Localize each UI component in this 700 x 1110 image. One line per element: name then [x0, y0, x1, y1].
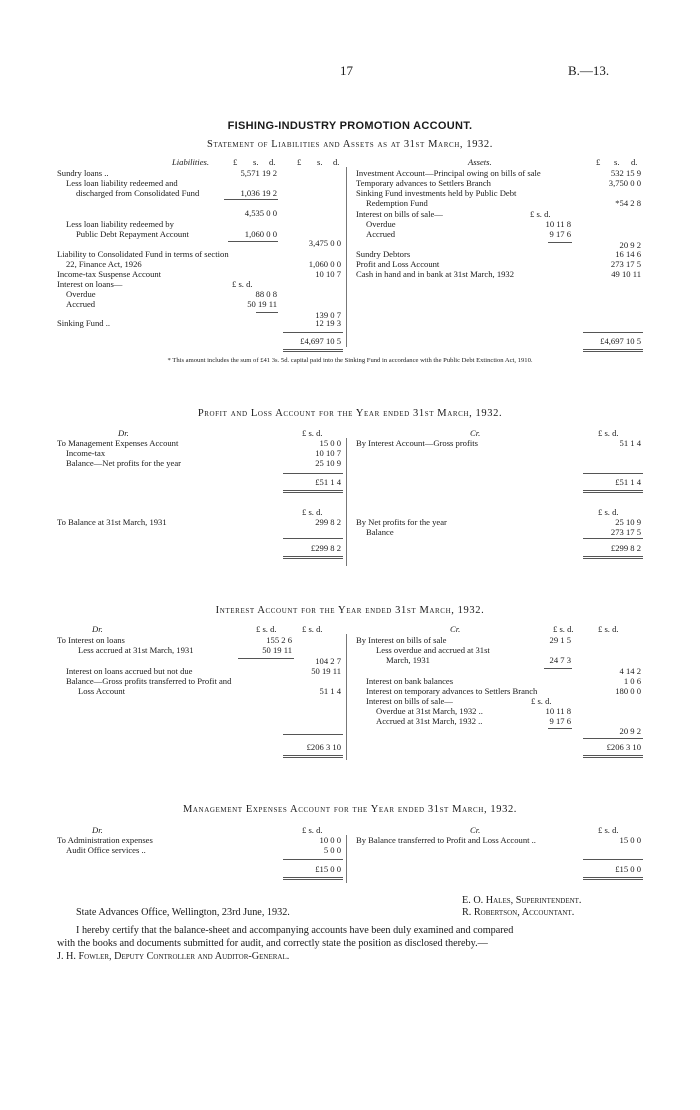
- liab-col-shillings-2: s.: [317, 157, 323, 167]
- pl-divider: [346, 438, 347, 566]
- rule: [583, 738, 643, 739]
- rule: [548, 242, 572, 243]
- page-number: 17: [340, 63, 353, 78]
- consolidated-fund-label-2: 22, Finance Act, 1926: [66, 259, 142, 269]
- income-tax-suspense-amount: 10 10 7: [315, 269, 341, 279]
- document-reference: B.—13.: [568, 63, 610, 78]
- pl-dr-label: Dr.: [118, 428, 129, 438]
- pl-dr-total: £51 1 4: [315, 477, 341, 487]
- pl-dr-item-2: Income-tax: [66, 448, 106, 458]
- asset-col-pounds: £: [596, 157, 601, 167]
- int-cr-bank-label: Interest on bank balances: [366, 676, 454, 686]
- liab-col-shillings: s.: [253, 157, 259, 167]
- rule: [283, 734, 343, 735]
- less-repayment-label-2: Public Debt Repayment Account: [76, 229, 189, 239]
- balance-sheet-footnote: * This amount includes the sum of £41 3s. 5d. capital paid into the Sinking Fund in accordance with the Public Debt Extinction Act, 1910.: [167, 357, 533, 364]
- int-dr-cols-2: £ s. d.: [302, 624, 323, 634]
- rule: [283, 877, 343, 878]
- interest-on-loans-label: Interest on loans—: [57, 279, 123, 289]
- liab-col-pence: d.: [269, 157, 276, 167]
- balance-sheet-subtitle: Statement of Liabilities and Assets as at 31st March, 1932.: [207, 139, 493, 150]
- interest-divider: [346, 634, 347, 760]
- int-cr-less-amount: 24 7 3: [549, 655, 571, 665]
- interest-total: 139 0 7: [315, 310, 341, 320]
- mgmt-dr-item-1: To Administration expenses: [57, 835, 153, 845]
- mgmt-dr-total: £15 0 0: [315, 864, 341, 874]
- rule: [583, 859, 643, 860]
- sundry-loans-label: Sundry loans ..: [57, 168, 109, 178]
- int-cr-label: Cr.: [450, 624, 461, 634]
- interest-subtitle: Interest Account for the Year ended 31st March, 1932.: [215, 605, 485, 616]
- rule: [548, 728, 572, 729]
- rule: [283, 859, 343, 860]
- int-cr-accrued-label: Accrued at 31st March, 1932 ..: [376, 716, 483, 726]
- mgmt-divider: [346, 835, 347, 883]
- mgmt-dr-cols: £ s. d.: [302, 825, 323, 835]
- mgmt-dr-item-2: Audit Office services ..: [66, 845, 146, 855]
- mgmt-dr-amount-1: 10 0 0: [319, 835, 341, 845]
- mgmt-cr-total: £15 0 0: [615, 864, 641, 874]
- pl-dr2-amount: 299 8 2: [315, 517, 341, 527]
- rule: [283, 556, 343, 557]
- int-dr-interest-amount: 155 2 6: [266, 635, 292, 645]
- pl-dr-cols: £ s. d.: [302, 428, 323, 438]
- overdue-label: Overdue: [66, 289, 96, 299]
- pl-cr-label: Cr.: [470, 428, 481, 438]
- int-dr-interest-label: To Interest on loans: [57, 635, 125, 645]
- pl-cr2-amount-1: 25 10 9: [615, 517, 641, 527]
- int-cr-bills-sale-total: 20 9 2: [619, 726, 641, 736]
- asset-accrued-amount: 9 17 6: [549, 229, 571, 239]
- asset-accrued-label: Accrued: [366, 229, 396, 239]
- rule: [283, 757, 343, 758]
- int-cr-less-label-1: Less overdue and accrued at 31st: [376, 645, 490, 655]
- balance-sheet-divider: [346, 167, 347, 347]
- int-dr-balance-amount: 51 1 4: [319, 686, 341, 696]
- rule: [283, 879, 343, 880]
- rule: [283, 492, 343, 493]
- pl-dr2-item: To Balance at 31st March, 1931: [57, 517, 167, 527]
- rule: [283, 558, 343, 559]
- asset-overdue-label: Overdue: [366, 219, 396, 229]
- int-cr-bills-sale-cols: £ s. d.: [531, 696, 552, 706]
- asset-col-pence: d.: [631, 157, 638, 167]
- liab-col-pence-2: d.: [333, 157, 340, 167]
- rule: [283, 538, 343, 539]
- pl-dr-amount-1: 15 0 0: [319, 438, 341, 448]
- sinking-investments-label-2: Redemption Fund: [366, 198, 428, 208]
- mgmt-dr-label: Dr.: [92, 825, 103, 835]
- mgmt-cr-label: Cr.: [470, 825, 481, 835]
- sinking-investments-label-1: Sinking Fund investments held by Public Debt: [356, 188, 517, 198]
- assets-total: £4,697 10 5: [600, 336, 641, 346]
- profit-loss-label: Profit and Loss Account: [356, 259, 440, 269]
- rule: [583, 332, 643, 333]
- int-cr-cols-1: £ s. d.: [553, 624, 574, 634]
- int-dr-net: 104 2 7: [315, 656, 341, 666]
- rule: [283, 332, 343, 333]
- profit-loss-amount: 273 17 5: [610, 259, 641, 269]
- less-repayment-amount: 1,060 0 0: [244, 229, 277, 239]
- rule: [228, 241, 278, 242]
- liabilities-total: £4,697 10 5: [300, 336, 341, 346]
- int-cr-less-label-2: March, 1931: [386, 655, 430, 665]
- rule: [583, 757, 643, 758]
- pl-cr2-amount-2: 273 17 5: [610, 527, 641, 537]
- liab-col-pounds: £: [233, 157, 238, 167]
- certification-line-1: I hereby certify that the balance-sheet and accompanying accounts have been duly examined and compared: [76, 925, 514, 936]
- pl-dr2-cols: £ s. d.: [302, 507, 323, 517]
- rule: [583, 492, 643, 493]
- int-cr-temp-amount: 180 0 0: [615, 686, 641, 696]
- int-cr-temp-label: Interest on temporary advances to Settlers Branch: [366, 686, 538, 696]
- pl-cr-item: By Interest Account—Gross profits: [356, 438, 478, 448]
- interest-bills-label: Interest on bills of sale—: [356, 209, 443, 219]
- less-redeemed-label-1: Less loan liability redeemed and: [66, 178, 178, 188]
- signature-superintendent: E. O. Hales, Superintendent.: [462, 895, 582, 906]
- int-cr-overdue-amount: 10 11 8: [545, 706, 571, 716]
- income-tax-suspense-label: Income-tax Suspense Account: [57, 269, 162, 279]
- rule: [283, 349, 343, 350]
- asset-col-shillings: s.: [614, 157, 620, 167]
- assets-heading: Assets.: [468, 157, 492, 167]
- int-cr-net: 4 14 2: [619, 666, 641, 676]
- less-redeemed-label-2: discharged from Consolidated Fund: [76, 188, 200, 198]
- document-title: FISHING-INDUSTRY PROMOTION ACCOUNT.: [227, 120, 473, 132]
- int-dr-total: £206 3 10: [306, 742, 341, 752]
- mgmt-cr-cols: £ s. d.: [598, 825, 619, 835]
- rule: [283, 490, 343, 491]
- int-cr-cols-2: £ s. d.: [598, 624, 619, 634]
- pl-cr2-item-1: By Net profits for the year: [356, 517, 447, 527]
- mgmt-cr-item: By Balance transferred to Profit and Loss Account ..: [356, 835, 536, 845]
- rule: [583, 877, 643, 878]
- rule: [583, 490, 643, 491]
- rule: [583, 879, 643, 880]
- int-dr-accrued-amount: 50 19 11: [311, 666, 341, 676]
- pl-subtitle: Profit and Loss Account for the Year ended 31st March, 1932.: [197, 408, 503, 419]
- net-loans-amount: 3,475 0 0: [308, 238, 341, 248]
- certification-line-3: J. H. Fowler, Deputy Controller and Auditor-General.: [57, 951, 290, 962]
- investment-amount: 532 15 9: [610, 168, 641, 178]
- rule: [283, 473, 343, 474]
- int-dr-less-label: Less accrued at 31st March, 1931: [78, 645, 194, 655]
- rule: [583, 349, 643, 350]
- sundry-debtors-amount: 16 14 6: [615, 249, 641, 259]
- mgmt-cr-amount: 15 0 0: [619, 835, 641, 845]
- rule: [583, 556, 643, 557]
- less-redeemed-amount: 1,036 19 2: [240, 188, 277, 198]
- sundry-debtors-label: Sundry Debtors: [356, 249, 411, 259]
- int-cr-total: £206 3 10: [606, 742, 641, 752]
- pl-dr-item-3: Balance—Net profits for the year: [66, 458, 182, 468]
- int-cr-accrued-amount: 9 17 6: [549, 716, 571, 726]
- asset-interest-total: 20 9 2: [619, 240, 641, 250]
- sinking-fund-label: Sinking Fund ..: [57, 318, 111, 328]
- int-dr-label: Dr.: [92, 624, 103, 634]
- rule: [544, 668, 572, 669]
- subtotal-loans: 4,535 0 0: [244, 208, 277, 218]
- pl-dr-amount-3: 25 10 9: [315, 458, 341, 468]
- int-cr-bills-label: By Interest on bills of sale: [356, 635, 447, 645]
- rule: [583, 538, 643, 539]
- pl-cr2-cols: £ s. d.: [598, 507, 619, 517]
- pl-dr2-total: £299 8 2: [310, 543, 341, 553]
- interest-cols: £ s. d.: [232, 279, 253, 289]
- cash-label: Cash in hand and in bank at 31st March, 1932: [356, 269, 515, 279]
- liab-col-pounds-2: £: [297, 157, 302, 167]
- signature-accountant: R. Robertson, Accountant.: [462, 907, 575, 918]
- asset-interest-cols: £ s. d.: [530, 209, 551, 219]
- int-cr-bills-sale-label: Interest on bills of sale—: [366, 696, 453, 706]
- int-dr-accrued-label: Interest on loans accrued but not due: [66, 666, 193, 676]
- less-repayment-label-1: Less loan liability redeemed by: [66, 219, 174, 229]
- mgmt-subtitle: Management Expenses Account for the Year ended 31st March, 1932.: [182, 804, 518, 815]
- temporary-advances-amount: 3,750 0 0: [608, 178, 641, 188]
- investment-label: Investment Account—Principal owing on bills of sale: [356, 168, 541, 178]
- pl-cr2-total: £299 8 2: [610, 543, 641, 553]
- rule: [583, 473, 643, 474]
- accrued-label: Accrued: [66, 299, 96, 309]
- rule: [583, 755, 643, 756]
- sundry-loans-amount: 5,571 19 2: [240, 168, 277, 178]
- rule: [583, 558, 643, 559]
- certification-line-2: with the books and documents submitted for audit, and correctly state the position as disclosed thereby.—: [57, 938, 488, 949]
- overdue-amount: 88 0 8: [255, 289, 277, 299]
- pl-cr-cols: £ s. d.: [598, 428, 619, 438]
- pl-cr-amount: 51 1 4: [619, 438, 641, 448]
- int-cr-bills-amount: 29 1 5: [549, 635, 571, 645]
- consolidated-fund-label-1: Liability to Consolidated Fund in terms of section: [57, 249, 229, 259]
- liabilities-heading: Liabilities.: [172, 157, 210, 167]
- rule: [224, 199, 278, 200]
- asset-overdue-amount: 10 11 8: [545, 219, 571, 229]
- int-dr-balance-label-2: Loss Account: [78, 686, 126, 696]
- pl-dr-item-1: To Management Expenses Account: [57, 438, 179, 448]
- int-cr-bank-amount: 1 0 6: [623, 676, 641, 686]
- mgmt-dr-amount-2: 5 0 0: [323, 845, 341, 855]
- sinking-fund-amount: 12 19 3: [315, 318, 341, 328]
- int-dr-cols-1: £ s. d.: [256, 624, 277, 634]
- temporary-advances-label: Temporary advances to Settlers Branch: [356, 178, 491, 188]
- sinking-investments-amount: *54 2 8: [615, 198, 641, 208]
- cash-amount: 49 10 11: [611, 269, 641, 279]
- int-dr-balance-label-1: Balance—Gross profits transferred to Profit and: [66, 676, 232, 686]
- pl-cr-total: £51 1 4: [615, 477, 641, 487]
- rule: [283, 351, 343, 352]
- pl-cr2-item-2: Balance: [366, 527, 394, 537]
- accrued-amount: 50 19 11: [247, 299, 277, 309]
- rule: [583, 351, 643, 352]
- rule: [283, 755, 343, 756]
- pl-dr-amount-2: 10 10 7: [315, 448, 341, 458]
- int-cr-overdue-label: Overdue at 31st March, 1932 ..: [376, 706, 483, 716]
- consolidated-fund-amount: 1,060 0 0: [308, 259, 341, 269]
- int-dr-less-amount: 50 19 11: [262, 645, 292, 655]
- office-date: State Advances Office, Wellington, 23rd June, 1932.: [76, 907, 290, 918]
